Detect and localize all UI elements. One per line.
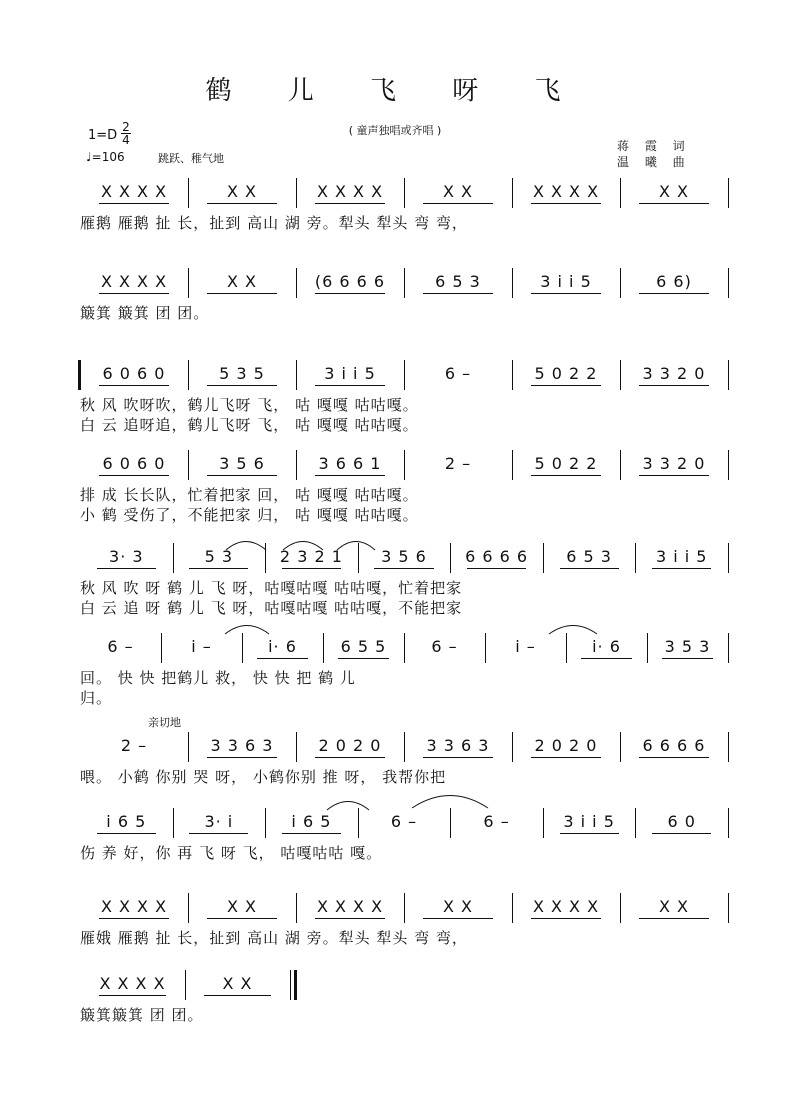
measure-notes: i 6 5 [106, 812, 147, 831]
beam-line [531, 385, 600, 386]
beam-line [207, 385, 276, 386]
beam-line [374, 833, 433, 834]
measure-notes: X X [442, 897, 473, 916]
beam-line [531, 757, 600, 758]
beam-line [257, 658, 309, 659]
lyric-line: 回。 快 快 把鹤儿 救， 快 快 把 鹤 儿 [80, 669, 356, 687]
beam-line [207, 475, 276, 476]
lyric-line: 雁娥 雁鹅 扯 长，扯到 高山 湖 旁。犁头 犁头 弯 弯， [80, 929, 468, 947]
beam-line [315, 757, 384, 758]
slur-arc [282, 541, 324, 551]
measure-notes: (6 6 6 6 [314, 272, 386, 291]
measure-notes: 6 0 [667, 812, 696, 831]
beam-line [338, 658, 390, 659]
measure-notes: i· 6 [268, 637, 297, 656]
beam-line [204, 995, 271, 996]
measure-notes: 2 0 2 0 [318, 736, 382, 755]
measure-notes: X X [226, 182, 257, 201]
measure-notes: 3 i i 5 [324, 364, 376, 383]
beam-line [531, 203, 600, 204]
beam-line [423, 203, 492, 204]
lyric-line: 归。 [80, 689, 113, 707]
measure-notes: 6 0 6 0 [102, 454, 166, 473]
measure-notes: 3 6 6 1 [318, 454, 382, 473]
measure-notes: 3 i i 5 [655, 547, 708, 566]
measure-notes: 3 3 6 3 [426, 736, 490, 755]
score-line [80, 178, 730, 258]
beam-line [639, 475, 708, 476]
beam-line [99, 757, 168, 758]
measure-notes: X X X X [99, 974, 166, 993]
barline [728, 178, 729, 208]
slur-arc [326, 801, 370, 811]
measure-notes: 6 5 3 [566, 547, 612, 566]
measure-notes: 5 3 [204, 547, 234, 566]
beam-line [95, 658, 147, 659]
measure-notes: 2 0 2 0 [534, 736, 598, 755]
barline [728, 543, 729, 573]
beam-line [531, 918, 600, 919]
slur-arc [411, 795, 489, 809]
measure-notes: X X [442, 182, 473, 201]
performance-note: ( 童声独唱或齐唱 ) [348, 124, 442, 137]
beam-line [639, 385, 708, 386]
beam-line [639, 757, 708, 758]
lyric-line: 簸箕 簸箕 团 团。 [80, 304, 210, 322]
beam-line [531, 475, 600, 476]
barline [728, 732, 729, 762]
measure-notes: i· 6 [592, 637, 621, 656]
barline [728, 268, 729, 298]
beam-line [639, 203, 708, 204]
beam-line [207, 293, 276, 294]
beam-line [639, 293, 708, 294]
measure-notes: X X [658, 897, 689, 916]
lyric-line: 白 云 追 呀 鹤 儿 飞 呀，咕嘎咕嘎 咕咕嘎，不能把家 [80, 599, 463, 617]
measure-notes: 3 5 6 [381, 547, 427, 566]
measure-notes: 6 – [107, 637, 134, 656]
barline [728, 893, 729, 923]
measure-notes: X X X X [100, 182, 168, 201]
measure-notes: 6 6 6 6 [642, 736, 706, 755]
measure-notes: 3 5 6 [219, 454, 265, 473]
beam-line [467, 833, 526, 834]
measure-notes: X X X X [100, 897, 168, 916]
measure-notes: 6 6 6 6 [465, 547, 529, 566]
score-line [80, 268, 730, 348]
beam-line [99, 918, 168, 919]
measure-notes: 5 3 5 [219, 364, 265, 383]
measure-notes: X X [226, 272, 257, 291]
score-line [80, 808, 730, 888]
beam-line [423, 918, 492, 919]
beam-line [282, 833, 341, 834]
beam-line [423, 475, 492, 476]
beam-line [99, 995, 166, 996]
lyric-line: 小 鹤 受伤了，不能把家 归， 咕 嘎嘎 咕咕嘎。 [80, 506, 419, 524]
lyric-line: 秋 风 吹呀吹，鹤儿飞呀 飞， 咕 嘎嘎 咕咕嘎。 [80, 396, 419, 414]
beam-line [315, 385, 384, 386]
measure-notes: X X X X [316, 897, 384, 916]
measure-notes: 3 3 2 0 [642, 364, 706, 383]
beam-line [500, 658, 552, 659]
beam-line [207, 918, 276, 919]
lyric-line: 白 云 追呀追，鹤儿飞呀 飞， 咕 嘎嘎 咕咕嘎。 [80, 416, 419, 434]
barline [728, 360, 729, 390]
lyric-line: 排 成 长长队，忙着把家 回， 咕 嘎嘎 咕咕嘎。 [80, 486, 419, 504]
measure-notes: X X X X [532, 182, 600, 201]
beam-line [97, 568, 156, 569]
lyric-line: 秋 风 吹 呀 鹤 儿 飞 呀，咕嘎咕嘎 咕咕嘎，忙着把家 [80, 579, 463, 597]
lyric-line: 伤 养 好，你 再 飞 呀 飞， 咕嘎咕咕 嘎。 [80, 844, 383, 862]
measure-notes: 6 – [390, 812, 418, 831]
beam-line [423, 293, 492, 294]
beam-line [560, 568, 619, 569]
barline [290, 970, 291, 1000]
measure-notes: X X X X [100, 272, 168, 291]
measure-notes: 6 – [444, 364, 472, 383]
beam-line [99, 293, 168, 294]
beam-line [467, 568, 526, 569]
score-line [80, 633, 730, 713]
beam-line [282, 568, 341, 569]
beam-line [315, 293, 384, 294]
measure-notes: 2 – [444, 454, 472, 473]
measure-notes: X X X X [316, 182, 384, 201]
beam-line [374, 568, 433, 569]
measure-notes: 3 i i 5 [540, 272, 592, 291]
score-line [80, 970, 730, 1050]
measure-notes: i – [515, 637, 536, 656]
score-line [80, 543, 730, 623]
beam-line [315, 918, 384, 919]
beam-line [207, 203, 276, 204]
beam-line [315, 475, 384, 476]
measure-notes: 6 – [483, 812, 510, 831]
measure-notes: 5 0 2 2 [534, 364, 598, 383]
beam-line [189, 568, 248, 569]
beam-line [419, 658, 471, 659]
measure-notes: 3· i [204, 812, 234, 831]
barline [728, 808, 729, 838]
measure-notes: 2 – [120, 736, 148, 755]
slur-arc [548, 625, 598, 635]
measure-notes: 3 3 2 0 [642, 454, 706, 473]
composer-credit: 温 曦 曲 [617, 155, 691, 169]
beam-line [423, 385, 492, 386]
measure-notes: X X [226, 897, 257, 916]
score-line [80, 893, 730, 973]
beam-line [99, 385, 168, 386]
score-line [80, 360, 730, 440]
measure-notes: X X [658, 182, 689, 201]
slur-arc [224, 625, 270, 635]
tempo-mark: ♩=106 [86, 150, 125, 164]
beam-line [581, 658, 633, 659]
beam-line [652, 568, 711, 569]
key-signature: 1=D [88, 128, 118, 143]
slur-arc [336, 541, 376, 551]
beam-line [662, 658, 714, 659]
score-line [80, 450, 730, 530]
measure-notes: 6 – [431, 637, 458, 656]
measure-notes: X X [222, 974, 253, 993]
meter-top: 2 [122, 120, 130, 134]
repeat-start-barline [78, 360, 81, 390]
song-title: 鹤 儿 飞 呀 飞 [205, 76, 585, 106]
measure-notes: X X X X [532, 897, 600, 916]
beam-line [531, 293, 600, 294]
measure-notes: 3 i i 5 [563, 812, 615, 831]
barline [728, 633, 729, 663]
expression-mark-2: 亲切地 [148, 716, 181, 729]
beam-line [176, 658, 228, 659]
measure-notes: 2 3 2 1 [279, 547, 343, 566]
meter-bottom: 4 [122, 133, 130, 147]
measure-notes: 5 0 2 2 [534, 454, 598, 473]
time-signature [121, 121, 131, 146]
lyricist-credit: 蒋 霞 词 [617, 139, 691, 153]
beam-line [207, 757, 276, 758]
measure-notes: 3 3 6 3 [210, 736, 274, 755]
lyric-line: 喂。 小鹤 你别 哭 呀， 小鹤你别 推 呀， 我帮你把 [80, 768, 447, 786]
measure-notes: i 6 5 [291, 812, 332, 831]
beam-line [560, 833, 619, 834]
final-barline [294, 970, 297, 1000]
score-line [80, 732, 730, 812]
beam-line [315, 203, 384, 204]
beam-line [639, 918, 708, 919]
beam-line [652, 833, 711, 834]
beam-line [99, 475, 168, 476]
slur-arc [225, 541, 267, 551]
measure-notes: 6 5 3 [435, 272, 481, 291]
measure-notes: 6 6) [656, 272, 692, 291]
beam-line [189, 833, 248, 834]
barline [728, 450, 729, 480]
lyric-line: 雁鹅 雁鹅 扯 长，扯到 高山 湖 旁。犁头 犁头 弯 弯， [80, 214, 468, 232]
expression-mark: 跳跃、稚气地 [158, 152, 224, 165]
beam-line [99, 203, 168, 204]
beam-line [97, 833, 156, 834]
lyric-line: 簸箕簸箕 团 团。 [80, 1006, 204, 1024]
measure-notes: 6 5 5 [340, 637, 387, 656]
measure-notes: 3· 3 [109, 547, 144, 566]
beam-line [423, 757, 492, 758]
measure-notes: 3 5 3 [664, 637, 711, 656]
measure-notes: 6 0 6 0 [102, 364, 166, 383]
measure-notes: i – [191, 637, 212, 656]
